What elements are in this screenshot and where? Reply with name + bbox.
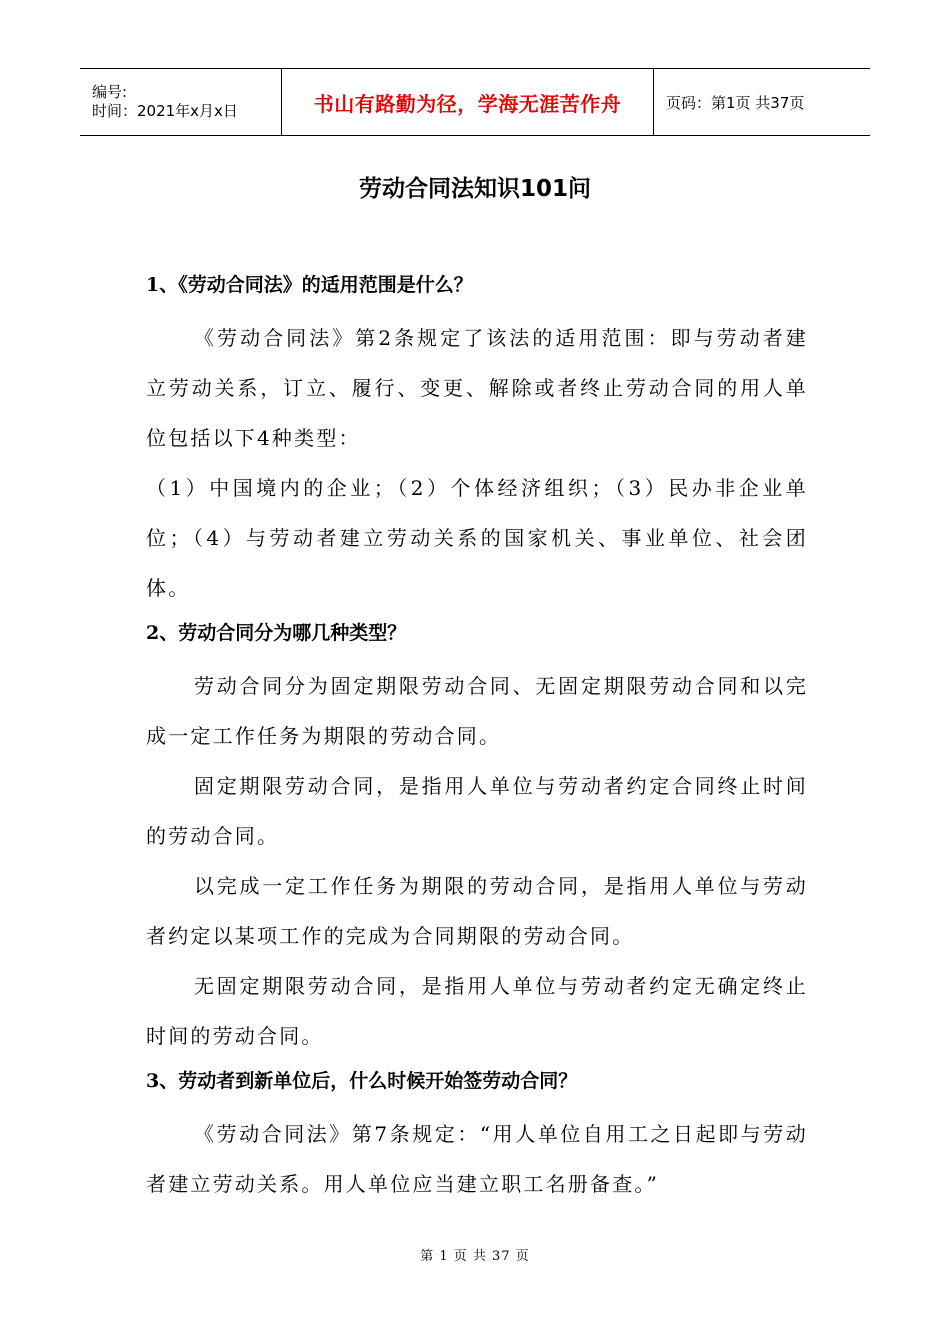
paragraph: 无固定期限劳动合同，是指用人单位与劳动者约定无确定终止时间的劳动合同。 [146,974,808,1048]
document-time-label: 时间：2021年x月x日 [92,102,238,120]
paragraph: 劳动合同分为固定期限劳动合同、无固定期限劳动合同和以完成一定工作任务为期限的劳动合同。 [146,674,808,748]
header-meta [80,69,282,135]
header-page-info: 页码：第1页 共37页 [666,93,805,112]
paragraph: （1）中国境内的企业；（2）个体经济组织；（3）民办非企业单位；（4）与劳动者建立劳动关系的国家机关、事业单位、社会团体。 [146,476,808,600]
document-title: 劳动合同法知识101问 [358,176,591,202]
page-footer: 第 1 页 共 37 页 [420,1249,530,1264]
section-heading: 3、劳动者到新单位后，什么时候开始签劳动合同？ [146,1070,578,1092]
header-motto: 书山有路勤为径，学海无涯苦作舟 [313,91,622,116]
paragraph: 《劳动合同法》第2条规定了该法的适用范围：即与劳动者建立劳动关系，订立、履行、变更、解除或者终止劳动合同的用人单位包括以下4种类型： [146,326,808,450]
document-header [80,68,870,136]
document-number-label: 编号: [92,83,128,101]
paragraph: 以完成一定工作任务为期限的劳动合同，是指用人单位与劳动者约定以某项工作的完成为合同期限的劳动合同。 [146,874,808,948]
paragraph: 《劳动合同法》第7条规定：“用人单位自用工之日起即与劳动者建立劳动关系。用人单位应当建立职工名册备查。” [146,1122,808,1196]
paragraph: 固定期限劳动合同，是指用人单位与劳动者约定合同终止时间的劳动合同。 [146,774,808,848]
header-motto-cell [282,69,654,135]
section-heading: 2、劳动合同分为哪几种类型？ [146,622,407,644]
document-body [146,265,808,1209]
section-heading: 1、《劳动合同法》的适用范围是什么？ [146,274,473,296]
